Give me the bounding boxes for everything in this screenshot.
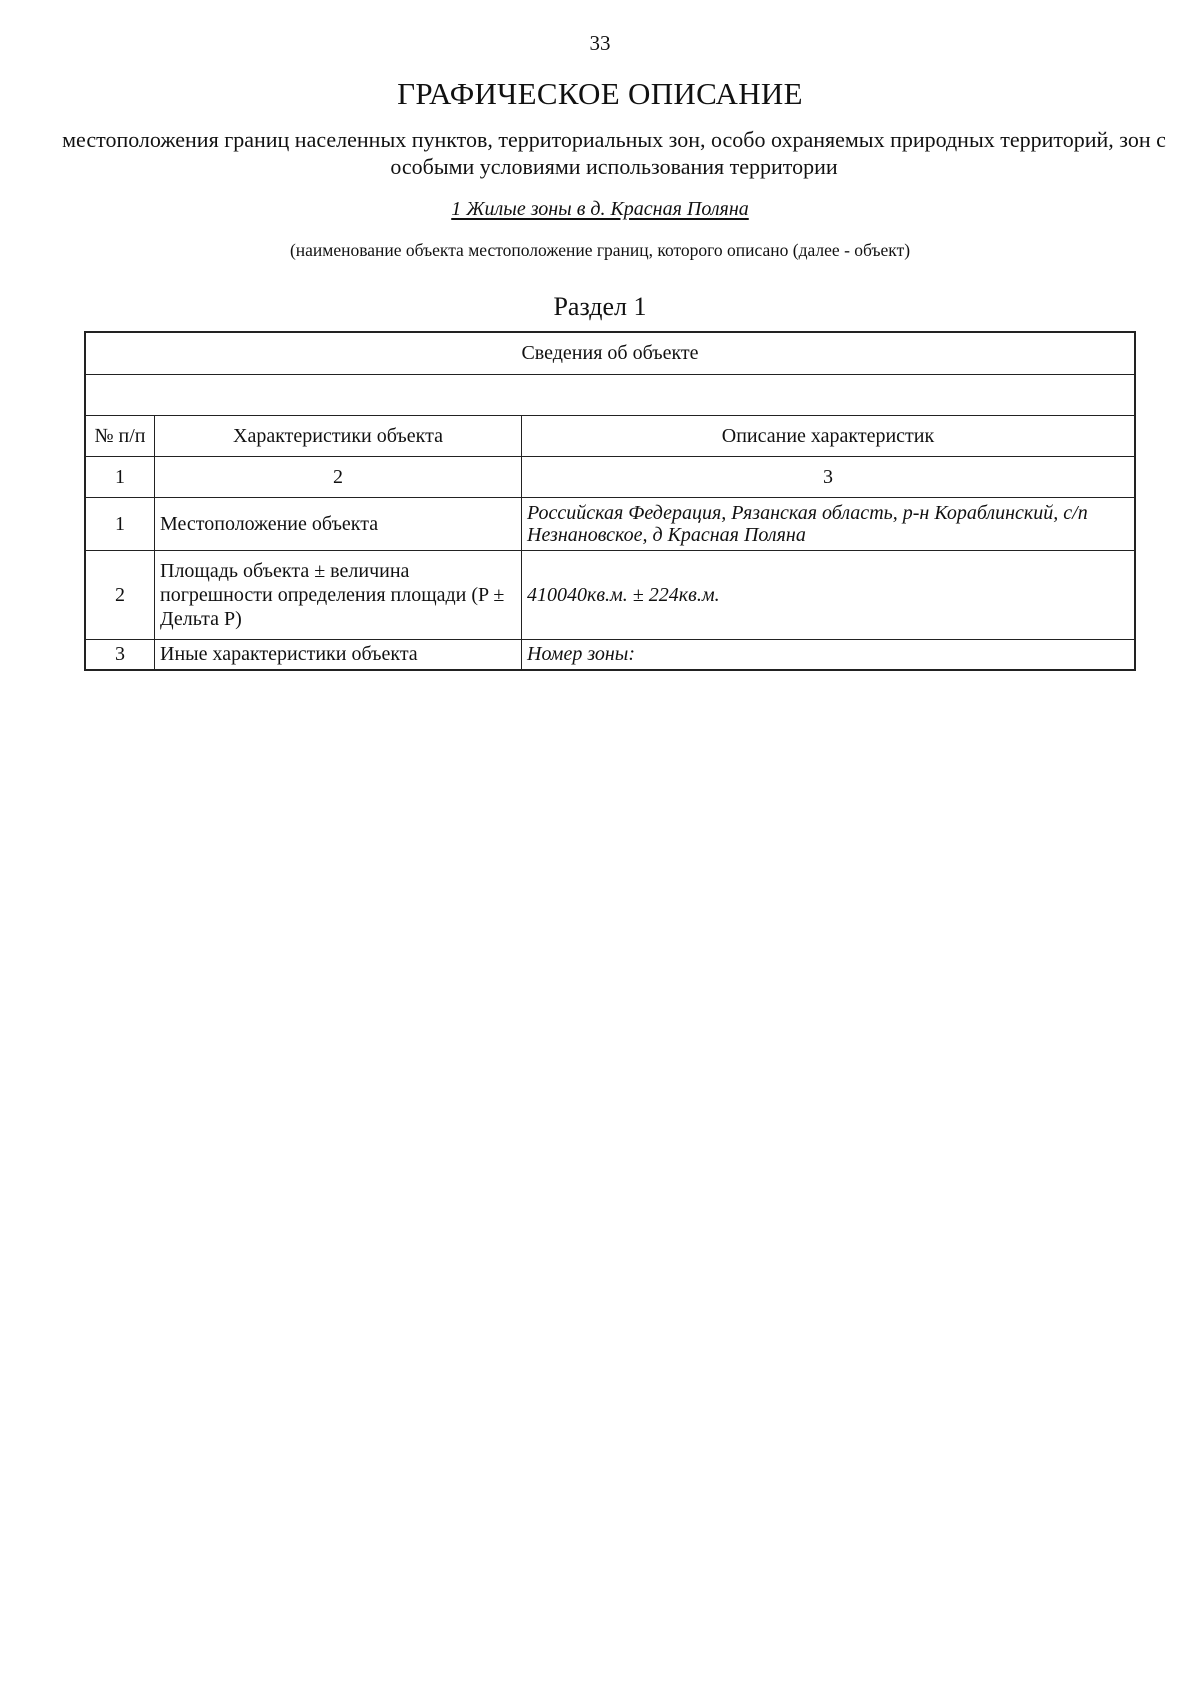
row-characteristic: Местоположение объекта <box>155 498 522 551</box>
header-description: Описание характеристик <box>522 416 1136 457</box>
document-subtitle: местоположения границ населенных пунктов, территориальных зон, особо охраняемых природных территорий, зон с особыми условиями использования территории <box>62 127 1166 179</box>
row-description: Российская Федерация, Рязанская область, р-н Кораблинский, с/п Незнановское, д Красная Поляна <box>522 498 1136 551</box>
row-number: 2 <box>85 551 155 640</box>
row-description: Номер зоны: <box>522 640 1136 671</box>
table-caption-row <box>85 332 1135 375</box>
object-name-caption: (наименование объекта местоположение границ, которого описано (далее - объект) <box>289 240 911 260</box>
row-number: 1 <box>85 498 155 551</box>
row-number: 3 <box>85 640 155 671</box>
header-characteristic: Характеристики объекта <box>155 416 522 457</box>
row-description: 410040кв.м. ± 224кв.м. <box>522 551 1136 640</box>
table-header-row <box>85 416 1135 457</box>
column-number-3: 3 <box>522 457 1136 498</box>
row-characteristic: Иные характеристики объекта <box>155 640 522 671</box>
section-title: Раздел 1 <box>553 292 647 321</box>
page-number: 33 <box>589 31 611 55</box>
table-column-numbers-row <box>85 457 1135 498</box>
table-row <box>85 498 1135 551</box>
object-info-table <box>84 331 1136 671</box>
table-empty-cell <box>85 375 1135 416</box>
column-number-2: 2 <box>155 457 522 498</box>
table-row <box>85 551 1135 640</box>
document-title: ГРАФИЧЕСКОЕ ОПИСАНИЕ <box>397 76 803 111</box>
object-name-text: 1 Жилые зоны в д. Красная Поляна <box>451 198 749 220</box>
table-row <box>85 640 1135 671</box>
row-characteristic: Площадь объекта ± величина погрешности определения площади (P ± Дельта P) <box>155 551 522 640</box>
column-number-1: 1 <box>85 457 155 498</box>
object-name <box>0 198 1200 221</box>
header-number: № п/п <box>85 416 155 457</box>
table-caption: Сведения об объекте <box>85 332 1135 375</box>
table-empty-row <box>85 375 1135 416</box>
